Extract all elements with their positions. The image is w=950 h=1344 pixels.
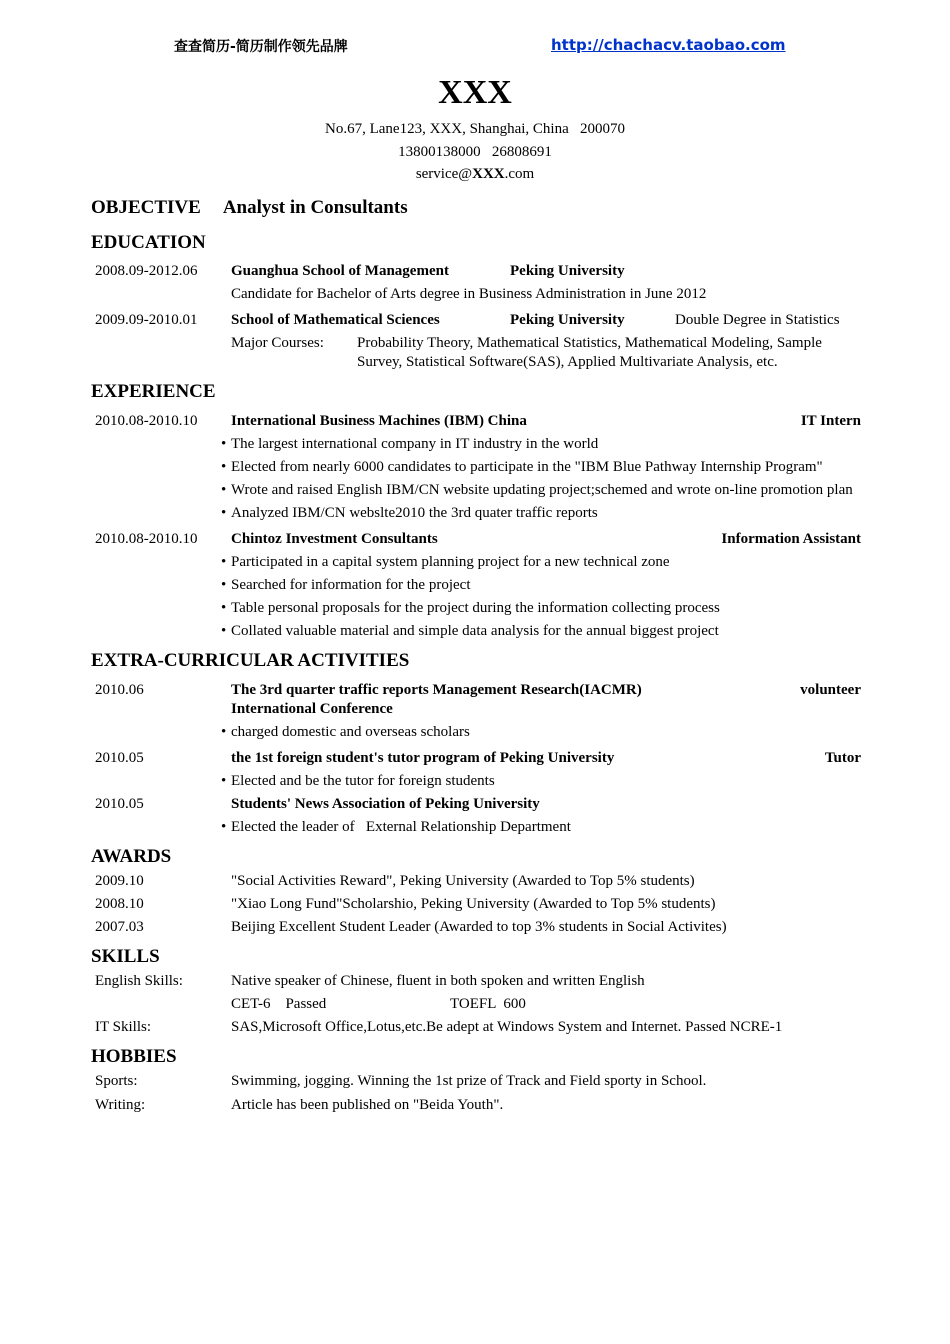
contact-block [0, 118, 950, 186]
address: No.67, Lane123, XXX, Shanghai, China 200070 [325, 121, 625, 137]
activity-date: 2010.05 [95, 750, 144, 766]
skill-text: SAS,Microsoft Office,Lotus,etc.Be adept at Windows System and Internet. Passed NCRE-1 [231, 1019, 783, 1035]
award-text: "Social Activities Reward", Peking University (Awarded to Top 5% students) [231, 873, 695, 889]
award-text: "Xiao Long Fund"Scholarshio, Peking University (Awarded to Top 5% students) [231, 896, 716, 912]
company-name: Chintoz Investment Consultants [231, 531, 438, 547]
school-name: Guanghua School of Management [231, 263, 449, 279]
page-header [0, 36, 950, 56]
skill-text: Native speaker of Chinese, fluent in both spoken and written English [231, 973, 645, 989]
phone-numbers: 13800138000 26808691 [398, 143, 552, 160]
education-entry [91, 262, 861, 281]
skill-label: IT Skills: [95, 1019, 151, 1035]
education-date: 2008.09-2012.06 [95, 263, 198, 279]
award-entry [91, 918, 861, 937]
experience-date: 2010.08-2010.10 [95, 413, 198, 429]
university-name: Peking University [510, 263, 625, 279]
brand-text: 查查简历-简历制作领先品牌 [174, 39, 348, 55]
activity-entry [91, 681, 861, 719]
activity-role: Tutor [824, 750, 861, 766]
resume-body [91, 196, 861, 1115]
email [0, 163, 950, 186]
cet-score: CET-6 Passed [231, 996, 327, 1012]
job-title: Information Assistant [721, 531, 861, 547]
education-section [91, 231, 861, 255]
activity-name: Students' News Association of Peking University [231, 796, 540, 812]
email-suffix: .com [504, 166, 535, 182]
hobby-entry [91, 1096, 861, 1115]
bullet-item: • Elected and be the tutor for foreign students [221, 773, 495, 789]
bullet-item: • The largest international company in IT industry in the world [221, 436, 599, 452]
skill-entry [91, 1018, 861, 1037]
award-entry [91, 872, 861, 891]
resume-name: XXX [438, 74, 512, 111]
bullet-item: • Elected from nearly 6000 candidates to participate in the "IBM Blue Pathway Internship Program" [221, 459, 823, 475]
degree-text: Candidate for Bachelor of Arts degree in Business Administration in June 2012 [231, 286, 707, 302]
email-prefix: service@ [415, 166, 473, 182]
award-date: 2007.03 [95, 919, 144, 935]
activity-date: 2010.05 [95, 796, 144, 812]
education-entry [91, 311, 861, 330]
bullet-item: • Elected the leader of External Relationship Department [221, 819, 571, 835]
experience-entry [91, 412, 861, 431]
activity-name: the 1st foreign student's tutor program of Peking University [231, 750, 615, 766]
awards-title: AWARDS [91, 846, 172, 867]
degree-extra: Double Degree in Statistics [675, 312, 840, 328]
hobbies-section [91, 1045, 861, 1069]
experience-date: 2010.08-2010.10 [95, 531, 198, 547]
skill-label: English Skills: [95, 973, 183, 989]
website-link[interactable]: http://chachacv.taobao.com [551, 36, 786, 54]
skills-section [91, 945, 861, 969]
hobbies-title: HOBBIES [91, 1046, 177, 1067]
bullet-item: • Analyzed IBM/CN webslte2010 the 3rd quater traffic reports [221, 505, 598, 521]
objective-value: Analyst in Consultants [222, 197, 408, 218]
activity-name: The 3rd quarter traffic reports Management Research(IACMR) International Conference [231, 682, 642, 717]
hobby-entry [91, 1072, 861, 1091]
courses-list: Probability Theory, Mathematical Statistics, Mathematical Modeling, Sample Survey, Statistical Software(SAS), Applied Multivariate Analysis, etc. [357, 335, 822, 370]
award-text: Beijing Excellent Student Leader (Awarded to top 3% students in Social Activites) [231, 919, 727, 935]
awards-section [91, 845, 861, 869]
activity-role: volunteer [800, 682, 861, 698]
email-domain: XXX [472, 166, 505, 182]
hobby-label: Writing: [95, 1097, 146, 1113]
skill-tests [91, 995, 861, 1014]
experience-section [91, 380, 861, 404]
hobby-text: Swimming, jogging. Winning the 1st prize of Track and Field sporty in School. [231, 1073, 707, 1089]
activity-entry [91, 749, 861, 768]
hobby-label: Sports: [95, 1073, 138, 1089]
award-entry [91, 895, 861, 914]
skill-entry [91, 972, 861, 991]
school-name: School of Mathematical Sciences [231, 312, 440, 328]
bullet-item: • Searched for information for the project [221, 577, 471, 593]
objective-section [91, 196, 861, 220]
award-date: 2008.10 [95, 896, 144, 912]
education-title: EDUCATION [91, 232, 206, 253]
bullet-item: • Wrote and raised English IBM/CN website updating project;schemed and wrote on-line promotion plan [221, 482, 853, 498]
experience-title: EXPERIENCE [91, 381, 216, 402]
company-name: International Business Machines (IBM) China [231, 413, 527, 429]
experience-entry [91, 530, 861, 549]
university-name: Peking University [510, 312, 625, 328]
award-date: 2009.10 [95, 873, 144, 889]
education-date: 2009.09-2010.01 [95, 312, 198, 328]
activity-entry [91, 795, 861, 814]
education-description [91, 285, 861, 304]
objective-title: OBJECTIVE [91, 197, 201, 218]
activities-section [91, 649, 861, 673]
courses-label: Major Courses: [231, 335, 324, 351]
activities-title: EXTRA-CURRICULAR ACTIVITIES [91, 650, 410, 671]
courses-row [91, 334, 861, 372]
skills-title: SKILLS [91, 946, 160, 967]
toefl-score: TOEFL 600 [450, 996, 526, 1012]
bullet-item: • charged domestic and overseas scholars [221, 724, 470, 740]
bullet-item: • Collated valuable material and simple data analysis for the annual biggest project [221, 623, 719, 639]
bullet-item: • Participated in a capital system planning project for a new technical zone [221, 554, 670, 570]
bullet-item: • Table personal proposals for the project during the information collecting process [221, 600, 720, 616]
job-title: IT Intern [800, 413, 861, 429]
activity-date: 2010.06 [95, 682, 144, 698]
hobby-text: Article has been published on "Beida Youth". [231, 1097, 504, 1113]
